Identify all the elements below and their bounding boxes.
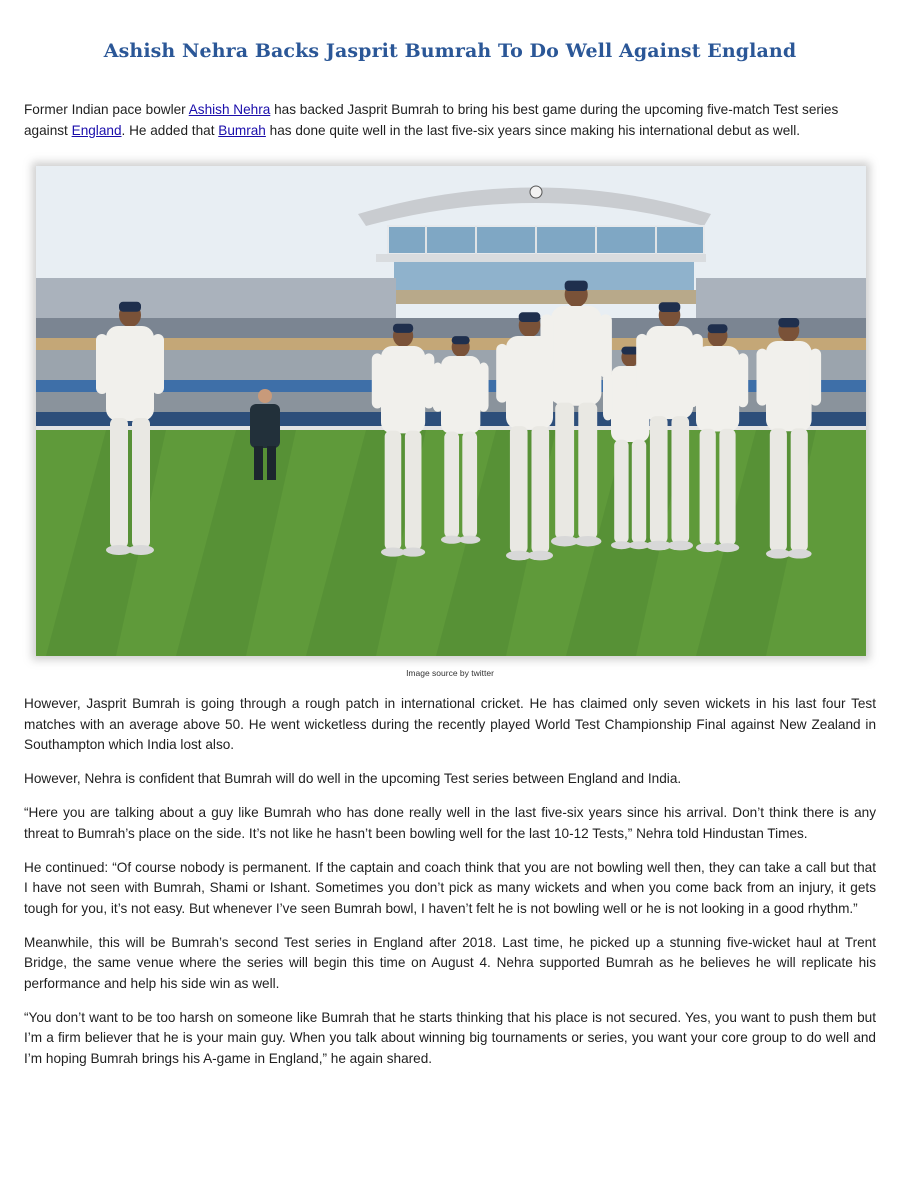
body-paragraph: However, Jasprit Bumrah is going through a rough patch in international cricket. He has claimed only seven wickets in his last four Test matches with an average above 50. He went wicketless during the recently played World Test Championship Final against New Zealand in Southampton which India lost also. [24, 696, 876, 752]
intro-text: has backed Jasprit Bumrah to bring his best game during the upcoming five-match Test series against [24, 102, 839, 138]
body-paragraph: “Here you are talking about a guy like Bumrah who has done really well in the last five-six years since his arrival. Don’t think there is any threat to Bumrah’s place on the side. It’s not like he hasn’t been bowling well for the last 10-12 Tests,” Nehra told Hindustan Times. [24, 805, 876, 841]
ashish-nehra-link[interactable]: Ashish Nehra [188, 102, 271, 117]
body-paragraph: Meanwhile, this will be Bumrah’s second Test series in England after 2018. Last time, he picked up a stunning five-wicket haul at Trent Bridge, the same venue where the series will begin this time on August 4. Nehra supported Bumrah as he believes he will replicate his performance and help his side win as well. [24, 934, 876, 991]
cricket-team-photo [36, 166, 866, 656]
intro-paragraph [24, 100, 876, 141]
article-photo [36, 166, 866, 656]
intro-text: . He added that [121, 122, 219, 138]
body-paragraph: “You don’t want to be too harsh on someone like Bumrah that he starts thinking that his place is not secured. Yes, you want to push them but I’m a firm believer that he is your main guy. When you talk about winning big tournaments or series, you want your core group to do well and I’m hoping Bumrah brings his A-game in England,” he again shared. [24, 1009, 876, 1066]
article-title: Ashish Nehra Backs Jasprit Bumrah To Do Well Against England [103, 40, 797, 62]
image-caption: Image source by twitter [406, 668, 494, 678]
england-link[interactable]: England [71, 122, 122, 138]
body-paragraph: He continued: “Of course nobody is permanent. If the captain and coach think that you are not bowling well then, they can take a call but that I have not seen with Bumrah, Shami or Ishant. Sometimes you don’t pick as many wickets and when you come back from an injury, it gets tough for you, it’s not easy. But whenever I’ve seen Bumrah bowl, I haven’t felt he is not bowling well or he is not looking in a good rhythm.” [24, 859, 876, 916]
intro-text: has done quite well in the last five-six years since making his international debut as well. [265, 122, 801, 138]
article-body [24, 694, 876, 1083]
intro-text: Former Indian pace bowler [24, 102, 189, 117]
body-paragraph: However, Nehra is confident that Bumrah will do well in the upcoming Test series between England and India. [24, 771, 682, 786]
bumrah-link[interactable]: Bumrah [218, 122, 266, 138]
